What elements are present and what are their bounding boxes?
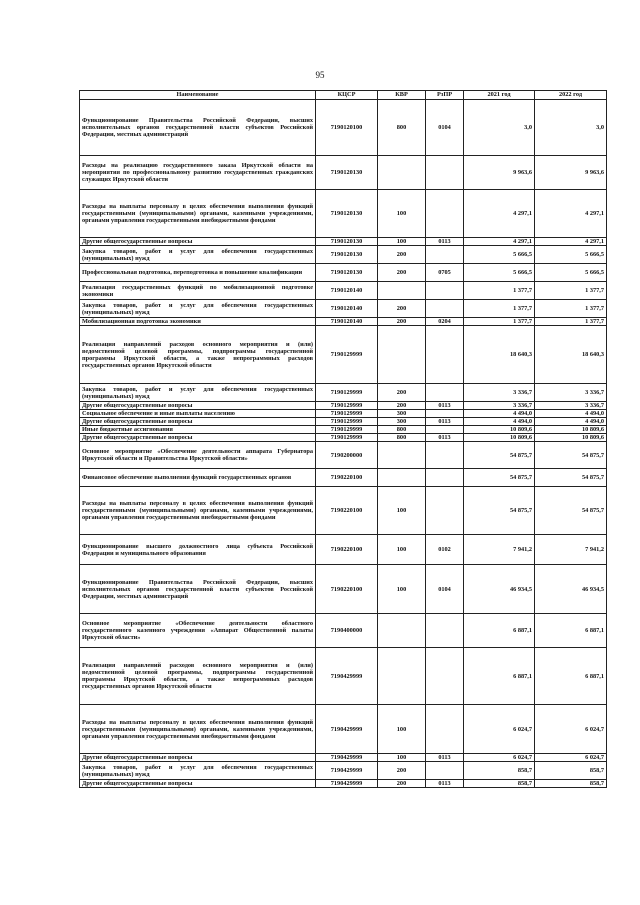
table-row (80, 762, 607, 780)
row-2022: 54 875,7 (535, 442, 607, 469)
row-2021: 10 809,6 (464, 426, 535, 434)
row-2021: 5 666,5 (464, 246, 535, 264)
row-rzpr: 0113 (426, 754, 464, 762)
table-row (80, 780, 607, 788)
row-2021: 6 024,7 (464, 754, 535, 762)
header-kvr: КВР (378, 91, 426, 100)
row-2021: 1 377,7 (464, 318, 535, 326)
row-2021: 4 494,0 (464, 410, 535, 418)
row-2021: 3 336,7 (464, 402, 535, 410)
row-kvr (378, 282, 426, 300)
row-rzpr (426, 190, 464, 238)
row-2021: 54 875,7 (464, 487, 535, 535)
row-name: Закупка товаров, работ и услуг для обеспечения государственных (муниципальных) нужд (80, 384, 316, 402)
row-kvr (378, 156, 426, 190)
row-2022: 6 024,7 (535, 705, 607, 754)
row-name: Реализация направлений расходов основного мероприятия и (или) ведомственной целевой программы, подпрограммы государственной программы Иркутской области, а также непрограммных расходов государственных органов Иркутской области (80, 648, 316, 705)
table-row (80, 246, 607, 264)
row-kcsr: 7190429999 (316, 762, 378, 780)
row-rzpr (426, 156, 464, 190)
row-kcsr: 7190129999 (316, 326, 378, 384)
row-rzpr (426, 426, 464, 434)
row-kcsr: 7190129999 (316, 426, 378, 434)
table-row (80, 434, 607, 442)
budget-table (79, 90, 607, 788)
row-kcsr: 7190120130 (316, 238, 378, 246)
row-2022: 54 875,7 (535, 487, 607, 535)
row-2021: 5 666,5 (464, 264, 535, 282)
row-2022: 3 336,7 (535, 402, 607, 410)
row-kcsr: 7190129999 (316, 410, 378, 418)
row-2022: 5 666,5 (535, 264, 607, 282)
row-rzpr (426, 410, 464, 418)
row-rzpr: 0113 (426, 238, 464, 246)
row-2021: 4 297,1 (464, 190, 535, 238)
row-rzpr: 0104 (426, 100, 464, 156)
row-kcsr: 7190120140 (316, 282, 378, 300)
row-2022: 6 887,1 (535, 648, 607, 705)
table-row (80, 318, 607, 326)
row-name: Другие общегосударственные вопросы (80, 418, 316, 426)
row-kvr: 200 (378, 402, 426, 410)
row-kcsr: 7190200000 (316, 442, 378, 469)
row-kcsr: 7190120140 (316, 318, 378, 326)
table-header-row (80, 91, 607, 100)
row-kcsr: 7190220100 (316, 565, 378, 614)
row-2021: 10 809,6 (464, 434, 535, 442)
row-kvr: 100 (378, 754, 426, 762)
table-row (80, 648, 607, 705)
row-name: Закупка товаров, работ и услуг для обеспечения государственных (муниципальных) нужд (80, 246, 316, 264)
row-2022: 10 809,6 (535, 426, 607, 434)
row-kvr (378, 614, 426, 648)
row-name: Финансовое обеспечение выполнения функций государственных органов (80, 469, 316, 487)
row-2022: 4 494,0 (535, 418, 607, 426)
row-kcsr: 7190120130 (316, 156, 378, 190)
row-2021: 7 941,2 (464, 535, 535, 565)
row-kvr (378, 469, 426, 487)
row-name: Функционирование Правительства Российской Федерации, высших исполнительных органов государственной власти субъектов Российской Федерации, местных администраций (80, 565, 316, 614)
row-name: Другие общегосударственные вопросы (80, 402, 316, 410)
row-name: Основное мероприятие «Обеспечение деятельности областного государственного казенного учреждения «Аппарат Общественной палаты Иркутской области» (80, 614, 316, 648)
table-row (80, 469, 607, 487)
table-row (80, 156, 607, 190)
row-2022: 858,7 (535, 780, 607, 788)
row-rzpr (426, 614, 464, 648)
row-kcsr: 7190429999 (316, 780, 378, 788)
row-2021: 4 494,0 (464, 418, 535, 426)
page-number: 95 (315, 70, 325, 80)
row-kvr: 300 (378, 410, 426, 418)
row-kcsr: 7190129999 (316, 402, 378, 410)
row-2022: 6 887,1 (535, 614, 607, 648)
row-2022: 9 963,6 (535, 156, 607, 190)
row-kcsr: 7190429999 (316, 754, 378, 762)
row-rzpr (426, 648, 464, 705)
table-row (80, 754, 607, 762)
row-name: Другие общегосударственные вопросы (80, 754, 316, 762)
row-name: Реализация направлений расходов основного мероприятия и (или) ведомственной целевой программы, подпрограммы государственной программы Иркутской области, а также непрограммных расходов государственных органов Иркутской области (80, 326, 316, 384)
header-kcsr: КЦСР (316, 91, 378, 100)
row-2022: 4 494,0 (535, 410, 607, 418)
row-rzpr (426, 326, 464, 384)
row-kvr: 100 (378, 487, 426, 535)
row-kvr (378, 442, 426, 469)
row-kcsr: 7190120130 (316, 246, 378, 264)
header-rzpr: РзПР (426, 91, 464, 100)
row-2021: 18 640,3 (464, 326, 535, 384)
row-name: Иные бюджетные ассигнования (80, 426, 316, 434)
row-kvr: 200 (378, 762, 426, 780)
table-row (80, 100, 607, 156)
row-kvr (378, 648, 426, 705)
row-kcsr: 7190220100 (316, 487, 378, 535)
row-2021: 6 887,1 (464, 648, 535, 705)
table-row (80, 535, 607, 565)
row-name: Расходы на выплаты персоналу в целях обеспечения выполнения функций государственными (муниципальными) органами, казенными учреждениями, органами управления государственными внебюджетными фондами (80, 487, 316, 535)
table-row (80, 238, 607, 246)
row-2021: 6 024,7 (464, 705, 535, 754)
row-2021: 6 887,1 (464, 614, 535, 648)
row-kcsr: 7190429999 (316, 648, 378, 705)
row-name: Расходы на выплаты персоналу в целях обеспечения выполнения функций государственными (муниципальными) органами, казенными учреждениями, органами управления государственными внебюджетными фондами (80, 190, 316, 238)
row-name: Мобилизационная подготовка экономики (80, 318, 316, 326)
row-2022: 4 297,1 (535, 238, 607, 246)
row-name: Расходы на выплаты персоналу в целях обеспечения выполнения функций государственными (муниципальными) органами, казенными учреждениями, органами управления государственными внебюджетными фондами (80, 705, 316, 754)
row-rzpr: 0113 (426, 402, 464, 410)
row-2022: 6 024,7 (535, 754, 607, 762)
row-2021: 4 297,1 (464, 238, 535, 246)
row-name: Социальное обеспечение и иные выплаты населению (80, 410, 316, 418)
row-name: Другие общегосударственные вопросы (80, 238, 316, 246)
row-2022: 4 297,1 (535, 190, 607, 238)
table-row (80, 614, 607, 648)
row-2021: 3 336,7 (464, 384, 535, 402)
row-2021: 54 875,7 (464, 469, 535, 487)
row-kvr (378, 326, 426, 384)
row-kcsr: 7190120100 (316, 100, 378, 156)
row-name: Другие общегосударственные вопросы (80, 434, 316, 442)
row-2022: 5 666,5 (535, 246, 607, 264)
table-row (80, 418, 607, 426)
row-2022: 858,7 (535, 762, 607, 780)
row-2021: 54 875,7 (464, 442, 535, 469)
table-row (80, 300, 607, 318)
table-row (80, 565, 607, 614)
row-kvr: 800 (378, 426, 426, 434)
header-2022: 2022 год (535, 91, 607, 100)
row-kvr: 200 (378, 246, 426, 264)
table-row (80, 326, 607, 384)
row-2022: 10 809,6 (535, 434, 607, 442)
row-rzpr (426, 282, 464, 300)
row-2022: 3 336,7 (535, 384, 607, 402)
row-rzpr: 0113 (426, 418, 464, 426)
row-name: Закупка товаров, работ и услуг для обеспечения государственных (муниципальных) нужд (80, 300, 316, 318)
row-kvr: 100 (378, 535, 426, 565)
row-rzpr: 0113 (426, 780, 464, 788)
row-2021: 1 377,7 (464, 300, 535, 318)
row-kvr: 100 (378, 705, 426, 754)
row-2021: 9 963,6 (464, 156, 535, 190)
table-row (80, 264, 607, 282)
row-name: Закупка товаров, работ и услуг для обеспечения государственных (муниципальных) нужд (80, 762, 316, 780)
table-row (80, 282, 607, 300)
row-name: Функционирование Правительства Российской Федерации, высших исполнительных органов государственной власти субъектов Российской Федерации, местных администраций (80, 100, 316, 156)
row-kcsr: 7190120130 (316, 190, 378, 238)
row-kcsr: 7190129999 (316, 434, 378, 442)
row-kvr: 100 (378, 238, 426, 246)
row-kvr: 200 (378, 384, 426, 402)
row-2022: 1 377,7 (535, 282, 607, 300)
row-kcsr: 7190120140 (316, 300, 378, 318)
row-kvr: 200 (378, 780, 426, 788)
row-2022: 3,0 (535, 100, 607, 156)
row-name: Расходы на реализацию государственного заказа Иркутской области на мероприятия по профессиональному развитию государственных гражданских служащих Иркутской области (80, 156, 316, 190)
row-kvr: 100 (378, 190, 426, 238)
row-rzpr: 0102 (426, 535, 464, 565)
row-rzpr (426, 762, 464, 780)
row-kvr: 300 (378, 418, 426, 426)
row-2021: 46 934,5 (464, 565, 535, 614)
row-kcsr: 7190129999 (316, 418, 378, 426)
row-rzpr: 0204 (426, 318, 464, 326)
row-kcsr: 7190429999 (316, 705, 378, 754)
row-2022: 1 377,7 (535, 318, 607, 326)
row-2021: 858,7 (464, 762, 535, 780)
row-2021: 858,7 (464, 780, 535, 788)
row-2022: 46 934,5 (535, 565, 607, 614)
row-rzpr (426, 300, 464, 318)
row-2022: 7 941,2 (535, 535, 607, 565)
row-name: Основное мероприятие «Обеспечение деятельности аппарата Губернатора Иркутской области и Правительства Иркутской области» (80, 442, 316, 469)
row-kcsr: 7190120130 (316, 264, 378, 282)
row-rzpr (426, 246, 464, 264)
row-rzpr: 0104 (426, 565, 464, 614)
row-kcsr: 7190129999 (316, 384, 378, 402)
table-row (80, 442, 607, 469)
row-2022: 18 640,3 (535, 326, 607, 384)
row-kvr: 800 (378, 100, 426, 156)
row-rzpr: 0705 (426, 264, 464, 282)
row-2022: 1 377,7 (535, 300, 607, 318)
row-kcsr: 7190220100 (316, 535, 378, 565)
row-rzpr (426, 442, 464, 469)
row-kvr: 200 (378, 318, 426, 326)
row-kvr: 200 (378, 264, 426, 282)
row-2022: 54 875,7 (535, 469, 607, 487)
table-row (80, 426, 607, 434)
row-name: Профессиональная подготовка, переподготовка и повышение квалификации (80, 264, 316, 282)
table-row (80, 402, 607, 410)
row-name: Функционирование высшего должностного лица субъекта Российской Федерации и муниципального образования (80, 535, 316, 565)
table-row (80, 487, 607, 535)
row-rzpr (426, 705, 464, 754)
table-row (80, 705, 607, 754)
row-name: Реализация государственных функций по мобилизационной подготовке экономики (80, 282, 316, 300)
table-row (80, 410, 607, 418)
header-name: Наименование (80, 91, 316, 100)
table-row (80, 384, 607, 402)
row-rzpr (426, 487, 464, 535)
row-kvr: 100 (378, 565, 426, 614)
table-row (80, 190, 607, 238)
row-rzpr: 0113 (426, 434, 464, 442)
row-kvr: 800 (378, 434, 426, 442)
header-2021: 2021 год (464, 91, 535, 100)
row-rzpr (426, 469, 464, 487)
row-kcsr: 7190400000 (316, 614, 378, 648)
row-name: Другие общегосударственные вопросы (80, 780, 316, 788)
row-rzpr (426, 384, 464, 402)
row-kcsr: 7190220100 (316, 469, 378, 487)
row-kvr: 200 (378, 300, 426, 318)
row-2021: 3,0 (464, 100, 535, 156)
row-2021: 1 377,7 (464, 282, 535, 300)
